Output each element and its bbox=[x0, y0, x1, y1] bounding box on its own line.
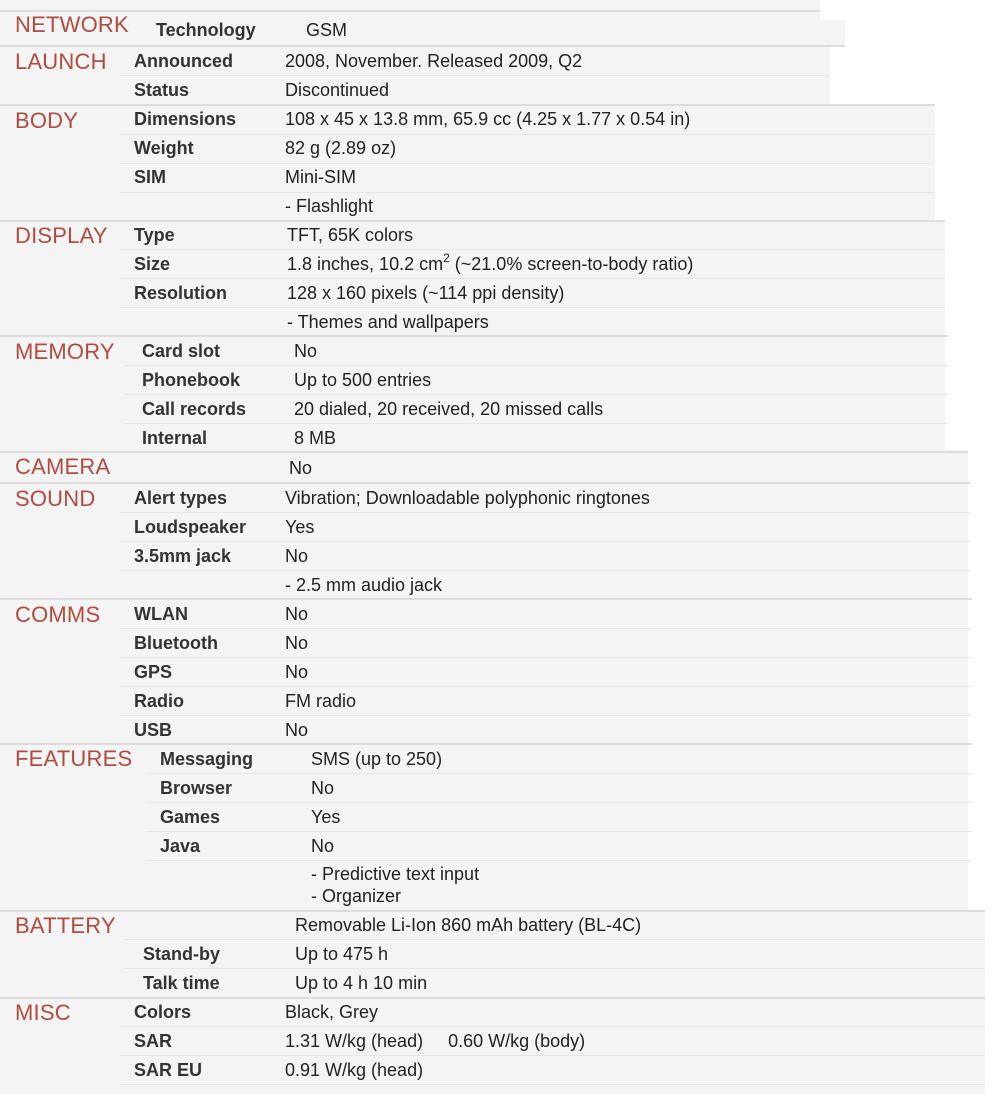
section-title-body: BODY bbox=[15, 108, 79, 133]
row-divider bbox=[120, 657, 972, 658]
spec-label: Dimensions bbox=[134, 109, 237, 129]
row-divider bbox=[120, 163, 935, 164]
page-edge bbox=[830, 45, 1000, 105]
spec-label: Talk time bbox=[143, 973, 220, 993]
row-divider bbox=[120, 307, 945, 308]
spec-value: 108 x 45 x 13.8 mm, 65.9 cc (4.25 x 1.77 x 0.54 in) bbox=[285, 109, 691, 129]
row-divider bbox=[120, 628, 972, 629]
row-divider bbox=[120, 1084, 985, 1085]
section-title-network: NETWORK bbox=[15, 12, 129, 37]
spec-value: - Predictive text input bbox=[311, 864, 480, 884]
size-value-ratio: (~21.0% screen-to-body ratio) bbox=[449, 254, 694, 274]
spec-label: SIM bbox=[134, 167, 167, 187]
spec-value: No bbox=[289, 458, 313, 478]
row-divider bbox=[120, 715, 972, 716]
spec-label: Bluetooth bbox=[134, 633, 218, 653]
spec-label: Resolution bbox=[134, 283, 227, 303]
spec-value: GSM bbox=[306, 20, 348, 40]
spec-label: SAR EU bbox=[134, 1060, 203, 1080]
page-edge bbox=[820, 0, 1000, 20]
row-divider bbox=[120, 75, 830, 76]
section-title-comms: COMMS bbox=[15, 602, 101, 627]
spec-value: No bbox=[285, 720, 309, 740]
spec-value: Up to 4 h 10 min bbox=[295, 973, 428, 993]
spec-value: TFT, 65K colors bbox=[287, 225, 414, 245]
spec-label: Technology bbox=[156, 20, 256, 40]
row-divider bbox=[125, 968, 985, 969]
row-divider bbox=[120, 192, 935, 193]
section-title-camera: CAMERA bbox=[15, 454, 111, 479]
spec-value: - Themes and wallpapers bbox=[287, 312, 489, 332]
spec-value: No bbox=[285, 604, 309, 624]
row-divider bbox=[145, 831, 972, 832]
spec-value: No bbox=[285, 546, 309, 566]
spec-label: Status bbox=[134, 80, 190, 100]
spec-value: Black, Grey bbox=[285, 1002, 379, 1022]
spec-label: Card slot bbox=[142, 341, 221, 361]
spec-value: No bbox=[311, 836, 335, 856]
spec-label: WLAN bbox=[134, 604, 188, 624]
spec-label: Type bbox=[134, 225, 175, 245]
spec-label: Phonebook bbox=[142, 370, 240, 390]
page-edge bbox=[968, 450, 1000, 910]
spec-label: USB bbox=[134, 720, 173, 740]
page-edge bbox=[845, 20, 1000, 45]
row-divider bbox=[120, 570, 970, 571]
page-edge bbox=[945, 220, 1000, 450]
spec-value: 1.31 W/kg (head) 0.60 W/kg (body) bbox=[285, 1031, 586, 1051]
spec-value: No bbox=[285, 662, 309, 682]
section-title-sound: SOUND bbox=[15, 486, 96, 511]
spec-label: Java bbox=[160, 836, 201, 856]
row-divider bbox=[120, 512, 970, 513]
row-divider bbox=[120, 541, 970, 542]
page-edge bbox=[985, 910, 1000, 1094]
spec-value: No bbox=[294, 341, 318, 361]
spec-value: No bbox=[311, 778, 335, 798]
spec-value: Vibration; Downloadable polyphonic ringtones bbox=[285, 488, 650, 508]
row-divider bbox=[125, 939, 985, 940]
section-divider bbox=[0, 451, 968, 453]
section-title-features: FEATURES bbox=[15, 746, 133, 771]
spec-value: Mini-SIM bbox=[285, 167, 356, 187]
row-divider bbox=[145, 773, 972, 774]
spec-value: Yes bbox=[285, 517, 315, 537]
spec-label: Messaging bbox=[160, 749, 254, 769]
spec-value: No bbox=[285, 633, 309, 653]
spec-label: Games bbox=[160, 807, 221, 827]
spec-value: SMS (up to 250) bbox=[311, 749, 443, 769]
spec-value: Removable Li-Ion 860 mAh battery (BL-4C) bbox=[295, 915, 642, 935]
spec-label: Weight bbox=[134, 138, 194, 158]
spec-label: Call records bbox=[142, 399, 247, 419]
superscript: 2 bbox=[443, 251, 450, 265]
spec-label: Size bbox=[134, 254, 171, 274]
row-divider bbox=[120, 1055, 985, 1056]
section-title-launch: LAUNCH bbox=[15, 49, 107, 74]
section-title-display: DISPLAY bbox=[15, 223, 108, 248]
spec-label: Stand-by bbox=[143, 944, 221, 964]
spec-label: 3.5mm jack bbox=[134, 546, 232, 566]
row-divider bbox=[120, 134, 935, 135]
spec-label: GPS bbox=[134, 662, 173, 682]
spec-label: Internal bbox=[142, 428, 208, 448]
section-title-misc: MISC bbox=[15, 1000, 71, 1025]
section-title-battery: BATTERY bbox=[15, 913, 116, 938]
spec-value: 2008, November. Released 2009, Q2 bbox=[285, 51, 583, 71]
spec-value: - Organizer bbox=[311, 886, 402, 906]
spec-value: 0.91 W/kg (head) bbox=[285, 1060, 424, 1080]
row-divider bbox=[125, 423, 948, 424]
spec-value: FM radio bbox=[285, 691, 357, 711]
spec-value: 82 g (2.89 oz) bbox=[285, 138, 397, 158]
spec-value: Yes bbox=[311, 807, 341, 827]
spec-value: - 2.5 mm audio jack bbox=[285, 575, 443, 595]
spec-value: Discontinued bbox=[285, 80, 390, 100]
spec-label: Alert types bbox=[134, 488, 228, 508]
section-title-memory: MEMORY bbox=[15, 339, 115, 364]
spec-label: Radio bbox=[134, 691, 185, 711]
row-divider bbox=[145, 860, 972, 861]
row-divider bbox=[125, 365, 948, 366]
spec-label: Announced bbox=[134, 51, 233, 71]
spec-value bbox=[287, 250, 693, 279]
spec-value: - Flashlight bbox=[285, 196, 374, 216]
spec-value: Up to 475 h bbox=[295, 944, 389, 964]
spec-label: Loudspeaker bbox=[134, 517, 247, 537]
spec-value: 8 MB bbox=[294, 428, 337, 448]
spec-value: 128 x 160 pixels (~114 ppi density) bbox=[287, 283, 565, 303]
spec-label: Browser bbox=[160, 778, 233, 798]
section-divider bbox=[0, 743, 972, 745]
spec-value: 20 dialed, 20 received, 20 missed calls bbox=[294, 399, 604, 419]
size-value-text: 1.8 inches, 10.2 cm bbox=[287, 254, 444, 274]
page-edge bbox=[935, 105, 1000, 220]
spec-label: SAR bbox=[134, 1031, 173, 1051]
spec-label: Colors bbox=[134, 1002, 192, 1022]
spec-value: Up to 500 entries bbox=[294, 370, 432, 390]
row-divider bbox=[120, 686, 972, 687]
row-divider bbox=[145, 802, 972, 803]
